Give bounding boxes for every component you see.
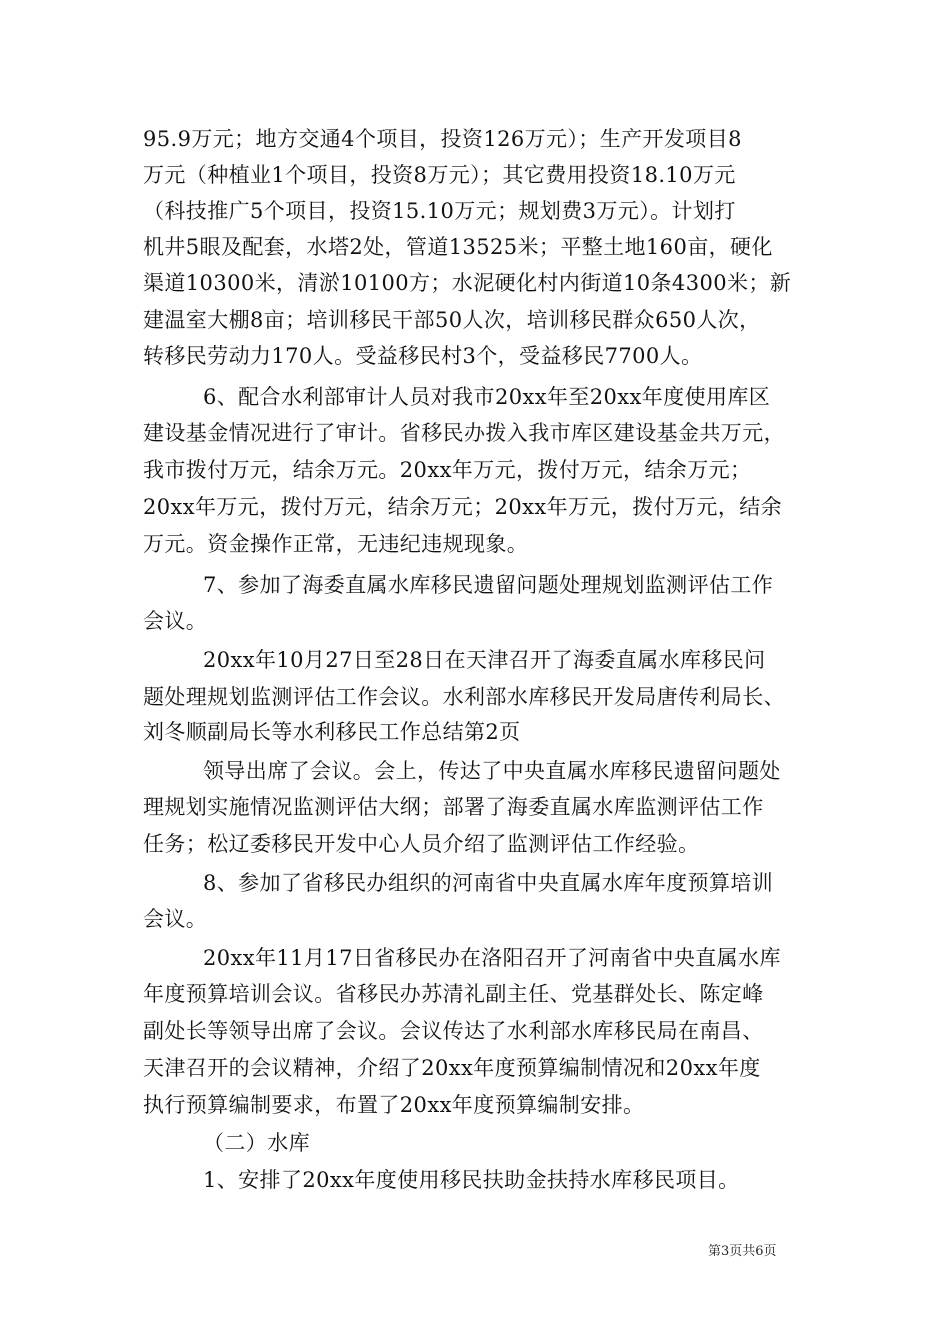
body-line: 副处长等领导出席了会议。会议传达了水利部水库移民局在南昌、 (143, 1019, 764, 1043)
section-heading: （二）水库 (203, 1131, 310, 1155)
body-line: （科技推广5个项目，投资15.10万元；规划费3万元）。计划打 (143, 199, 736, 223)
paragraph-start-line: 1、安排了20xx年度使用移民扶助金扶持水库移民项目。 (203, 1168, 740, 1192)
body-line: 万元。资金操作正常，无违纪违规现象。 (143, 532, 529, 556)
paragraph-start-line: 7、参加了海委直属水库移民遗留问题处理规划监测评估工作 (203, 573, 774, 597)
body-line: 渠道10300米，清淤10100方；水泥硬化村内街道10条4300米；新 (143, 271, 792, 295)
paragraph-start-line: 20xx年11月17日省移民办在洛阳召开了河南省中央直属水库 (203, 946, 781, 970)
paragraph-start-line: 20xx年10月27日至28日在天津召开了海委直属水库移民问 (203, 648, 766, 672)
body-line: 建温室大棚8亩；培训移民干部50人次，培训移民群众650人次， (143, 308, 761, 332)
body-line: 建设基金情况进行了审计。省移民办拨入我市库区建设基金共万元， (143, 421, 785, 445)
body-line: 会议。 (143, 609, 208, 633)
page-number: 第3页共6页 (708, 1244, 777, 1259)
body-line: 年度预算培训会议。省移民办苏清礼副主任、党基群处长、陈定峰 (143, 982, 764, 1006)
paragraph-start-line: 6、配合水利部审计人员对我市20xx年至20xx年度使用库区 (203, 385, 771, 409)
body-line: 我市拨付万元，结余万元。20xx年万元，拨付万元，结余万元； (143, 458, 752, 482)
body-line: 刘冬顺副局长等水利移民工作总结第2页 (143, 720, 521, 744)
body-line: 任务；松辽委移民开发中心人员介绍了监测评估工作经验。 (143, 832, 700, 856)
body-line: 万元（种植业1个项目，投资8万元）；其它费用投资18.10万元 (143, 163, 736, 187)
body-line: 理规划实施情况监测评估大纲；部署了海委直属水库监测评估工作 (143, 795, 764, 819)
paragraph-start-line: 8、参加了省移民办组织的河南省中央直属水库年度预算培训 (203, 871, 774, 895)
body-line: 天津召开的会议精神，介绍了20xx年度预算编制情况和20xx年度 (143, 1056, 761, 1080)
body-line: 转移民劳动力170人。受益移民村3个，受益移民7700人。 (143, 344, 703, 368)
body-line: 会议。 (143, 907, 208, 931)
body-line: 题处理规划监测评估工作会议。水利部水库移民开发局唐传利局长、 (143, 685, 785, 709)
body-line: 机井5眼及配套，水塔2处，管道13525米；平整土地160亩，硬化 (143, 235, 773, 259)
paragraph-start-line: 领导出席了会议。会上，传达了中央直属水库移民遗留问题处 (203, 759, 781, 783)
body-line: 20xx年万元，拨付万元，结余万元；20xx年万元，拨付万元，结余 (143, 495, 783, 519)
body-line: 95.9万元；地方交通4个项目，投资126万元）；生产开发项目8 (143, 127, 742, 151)
body-line: 执行预算编制要求，布置了20xx年度预算编制安排。 (143, 1093, 645, 1117)
